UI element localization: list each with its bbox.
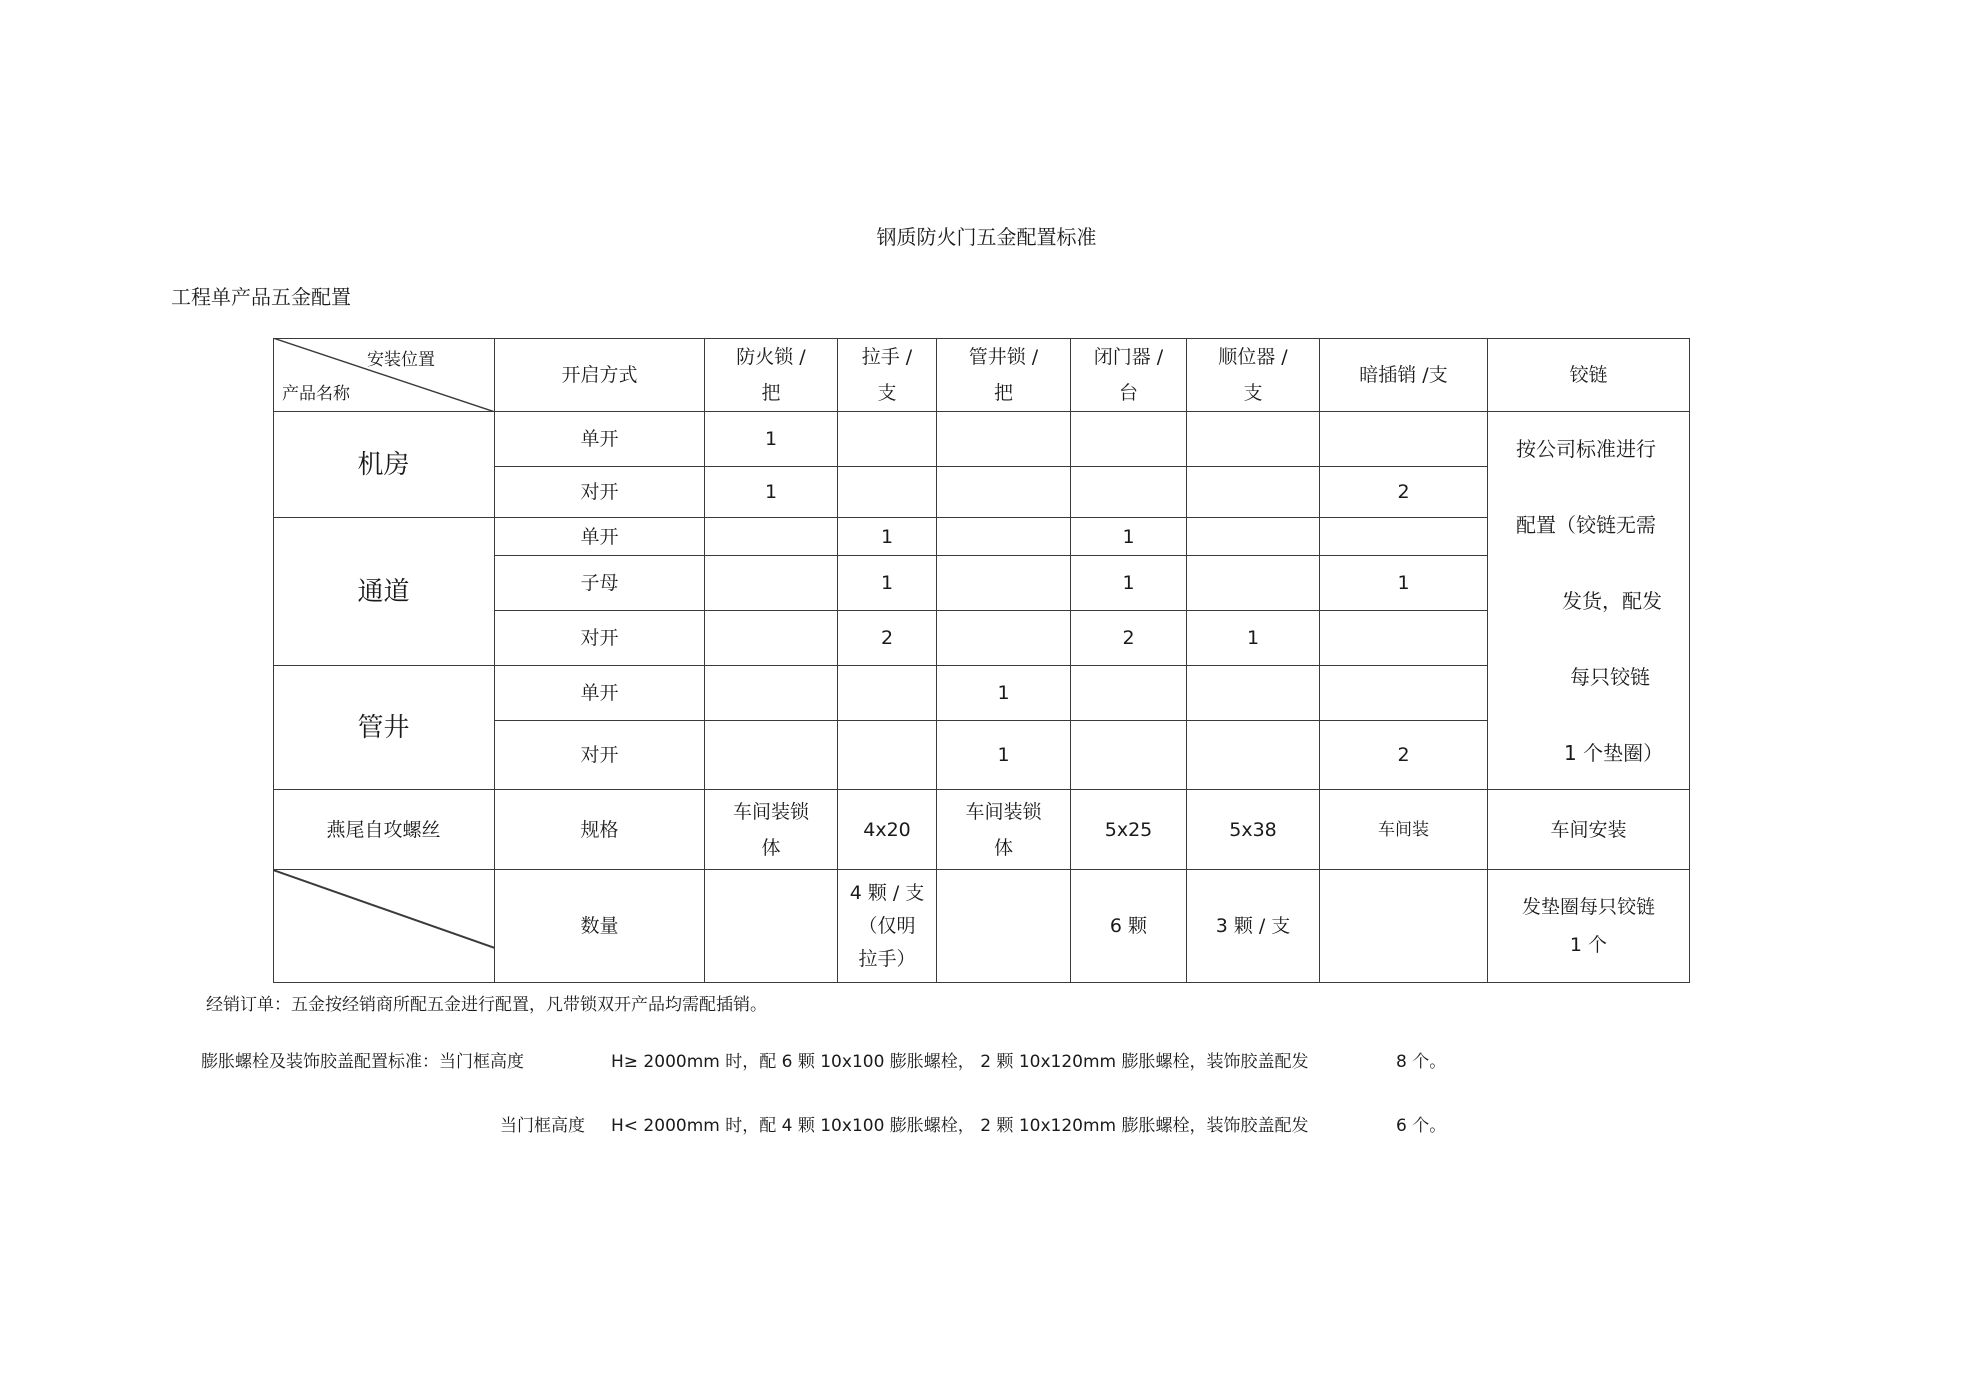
table-cell: 2 [1320, 721, 1488, 790]
bolt-standard-count-1: 8 个。 [1396, 1052, 1447, 1072]
header-closer: 闭门器 / 台 [1071, 338, 1187, 412]
table-cell: 6 颗 [1071, 870, 1187, 983]
table-cell [1187, 666, 1320, 721]
table-cell [838, 721, 937, 790]
table-cell: 车间装锁 体 [705, 790, 838, 870]
bolt-standard-rule-1: H≥ 2000mm 时，配 6 颗 10x100 膨胀螺栓， 2 颗 10x120mm 膨胀螺栓，装饰胶盖配发 [611, 1052, 1309, 1072]
header-flush-bolt: 暗插销 /支 [1320, 338, 1488, 412]
header-handle: 拉手 / 支 [838, 338, 937, 412]
table-cell [838, 467, 937, 518]
table-cell: 1 [705, 412, 838, 467]
table-cell: 规格 [495, 790, 705, 870]
bolt-standard-count-2: 6 个。 [1396, 1116, 1447, 1136]
table-cell [1320, 412, 1488, 467]
table-cell: 数量 [495, 870, 705, 983]
table-cell: 单开 [495, 518, 705, 556]
table-cell [1187, 412, 1320, 467]
table-cell: 1 [937, 721, 1071, 790]
table-cell: 1 [705, 467, 838, 518]
screw-label-cell: 燕尾自攻螺丝 [273, 790, 495, 870]
bolt-standard-rule-2: H< 2000mm 时，配 4 颗 10x100 膨胀螺栓， 2 颗 10x120mm 膨胀螺栓，装饰胶盖配发 [611, 1116, 1309, 1136]
table-cell: 1 [937, 666, 1071, 721]
table-cell [1187, 556, 1320, 611]
bolt-standard-label-2: 当门框高度 [500, 1116, 585, 1136]
header-hinge: 铰链 [1488, 338, 1690, 412]
table-cell: 4x20 [838, 790, 937, 870]
table-cell [1071, 721, 1187, 790]
table-cell [705, 518, 838, 556]
table-cell: 1 [838, 556, 937, 611]
table-cell [937, 412, 1071, 467]
table-cell: 车间安装 [1488, 790, 1690, 870]
table-cell [937, 870, 1071, 983]
table-cell [705, 666, 838, 721]
table-cell: 对开 [495, 721, 705, 790]
table-cell: 车间装锁 体 [937, 790, 1071, 870]
table-cell [937, 518, 1071, 556]
table-cell [1187, 518, 1320, 556]
table-cell [937, 467, 1071, 518]
table-cell [705, 556, 838, 611]
table-cell: 1 [1320, 556, 1488, 611]
table-cell [1187, 721, 1320, 790]
table-cell: 2 [838, 611, 937, 666]
table-cell [705, 611, 838, 666]
table-cell [1320, 518, 1488, 556]
table-cell [1320, 611, 1488, 666]
group-machine-room: 机房 [273, 412, 495, 518]
table-cell [1320, 870, 1488, 983]
hinge-note [1488, 392, 1663, 810]
group-passage: 通道 [273, 518, 495, 666]
table-cell: 单开 [495, 666, 705, 721]
hinge-note-line: 按公司标准进行 [1516, 436, 1656, 461]
dealer-order-note: 经销订单：五金按经销商所配五金进行配置，凡带锁双开产品均需配插销。 [206, 995, 767, 1015]
table-cell [838, 412, 937, 467]
table-cell [705, 870, 838, 983]
qty-diagonal-cell [273, 870, 495, 983]
table-cell: 2 [1320, 467, 1488, 518]
table-cell: 1 [1187, 611, 1320, 666]
hardware-table [273, 338, 1690, 983]
header-fire-lock: 防火锁 / 把 [705, 338, 838, 412]
table-cell [937, 556, 1071, 611]
table-cell: 对开 [495, 467, 705, 518]
table-cell: 1 [838, 518, 937, 556]
table-cell [838, 666, 937, 721]
hinge-note-line: 1 个垫圈） [1564, 740, 1664, 765]
header-sequencer: 顺位器 / 支 [1187, 338, 1320, 412]
table-cell: 1 [1071, 556, 1187, 611]
table-cell: 发垫圈每只铰链 1 个 [1488, 870, 1690, 983]
table-cell [1071, 467, 1187, 518]
header-shaft-lock: 管井锁 / 把 [937, 338, 1071, 412]
table-cell [937, 611, 1071, 666]
hinge-note-cell [1488, 412, 1690, 790]
table-cell [1071, 666, 1187, 721]
table-cell [1320, 666, 1488, 721]
header-open-mode: 开启方式 [495, 338, 705, 412]
group-shaft: 管井 [273, 666, 495, 790]
bolt-standard-label: 膨胀螺栓及装饰胶盖配置标准：当门框高度 [201, 1052, 524, 1072]
page-title: 钢质防火门五金配置标准 [876, 225, 1097, 249]
hinge-note-line: 配置（铰链无需 [1516, 512, 1656, 537]
table-cell: 车间装 [1320, 790, 1488, 870]
hinge-note-line: 每只铰链 [1570, 664, 1650, 689]
table-cell: 对开 [495, 611, 705, 666]
hinge-note-line: 发货，配发 [1562, 588, 1662, 613]
table-cell: 1 [1071, 518, 1187, 556]
table-cell: 子母 [495, 556, 705, 611]
table-cell [1071, 412, 1187, 467]
table-cell [705, 721, 838, 790]
table-cell: 4 颗 / 支 （仅明 拉手） [838, 870, 937, 983]
corner-header-cell [273, 338, 495, 412]
table-cell: 5x38 [1187, 790, 1320, 870]
table-cell: 5x25 [1071, 790, 1187, 870]
section-title: 工程单产品五金配置 [171, 285, 351, 309]
table-cell: 3 颗 / 支 [1187, 870, 1320, 983]
corner-bottom-label: 产品名称 [282, 384, 350, 404]
table-cell [1187, 467, 1320, 518]
table-cell: 2 [1071, 611, 1187, 666]
corner-top-label: 安装位置 [367, 350, 435, 370]
table-cell: 单开 [495, 412, 705, 467]
qty-diagonal-line [273, 870, 495, 983]
